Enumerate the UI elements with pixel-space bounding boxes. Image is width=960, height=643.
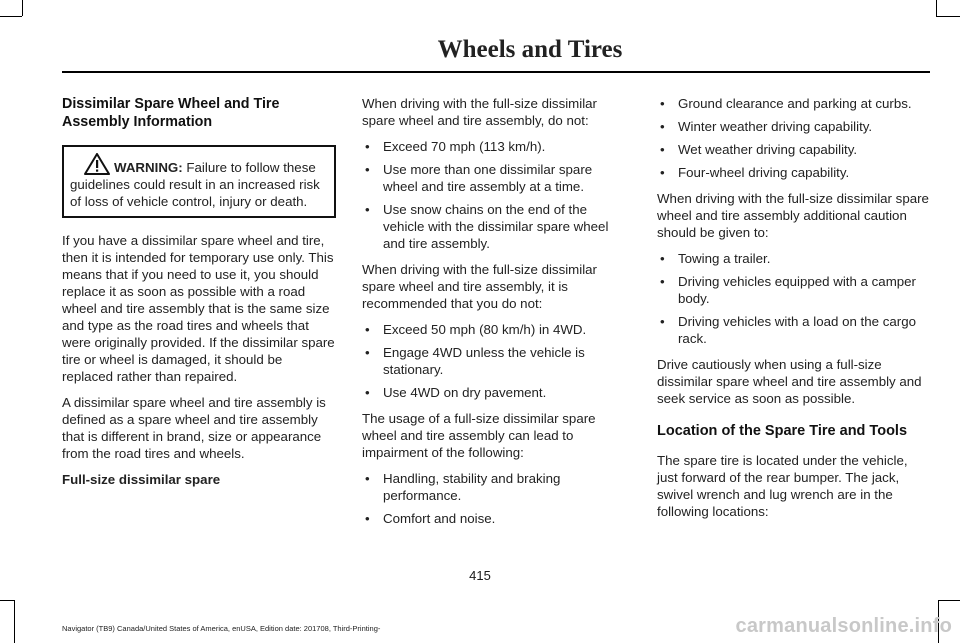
bullet-icon: • [365,322,370,337]
list-item: • Engage 4WD unless the vehicle is stationary. [365,345,585,377]
bullet-list [362,470,624,527]
bullet-icon: • [365,202,370,217]
list-item: • Ground clearance and parking at curbs. [660,96,912,111]
crop-mark [14,600,15,643]
bullet-list [362,138,624,252]
paragraph: When driving with the full-size dissimilar spare wheel and tire assembly additional caution should be given to: [657,191,929,240]
list-item: • Use more than one dissimilar spare wheel and tire assembly at a time. [365,162,593,194]
paragraph: A dissimilar spare wheel and tire assembly is defined as a spare wheel and tire assembly that is different in brand, size or appearance from the road tires and wheels. [62,395,326,461]
crop-mark [936,16,960,17]
list-item: • Use snow chains on the end of the vehicle with the dissimilar spare wheel and tire assembly. [365,202,609,251]
footer-text: Navigator (TB9) Canada/United States of America, enUSA, Edition date: 201708, Third-Printing- [62,624,381,633]
bullet-list [362,321,624,401]
crop-mark [936,0,937,16]
bullet-icon: • [365,385,370,400]
paragraph: The spare tire is located under the vehicle, just forward of the rear bumper. The jack, swivel wrench and lug wrench are in the following locations: [657,453,908,519]
list-item: • Exceed 50 mph (80 km/h) in 4WD. [365,322,587,337]
list-item: • Driving vehicles with a load on the cargo rack. [660,314,916,346]
page-title: Wheels and Tires [437,36,623,63]
warning-text: Failure to follow these guidelines could result in an increased risk of loss of vehicle control, injury or death. [70,160,320,209]
bullet-icon: • [660,314,665,329]
header-divider [62,71,930,73]
bullet-icon: • [365,471,370,486]
warning-box [62,145,336,218]
list-item: • Comfort and noise. [365,511,496,526]
column-right [657,95,929,529]
bullet-icon: • [660,119,665,134]
crop-mark [22,0,23,16]
bullet-list [657,95,929,181]
bullet-icon: • [660,142,665,157]
bullet-icon: • [660,274,665,289]
paragraph: Drive cautiously when using a full-size dissimilar spare wheel and tire assembly and seek service as soon as possible. [657,357,922,406]
bullet-list [657,250,929,347]
bullet-icon: • [660,165,665,180]
crop-mark [0,16,22,17]
bullet-icon: • [660,96,665,111]
paragraph: The usage of a full-size dissimilar spare wheel and tire assembly can lead to impairment of the following: [362,411,596,460]
list-item: • Wet weather driving capability. [660,142,858,157]
section-heading: Dissimilar Spare Wheel and Tire Assembly Information [62,96,280,130]
bullet-icon: • [365,139,370,154]
bullet-icon: • [365,511,370,526]
list-item: • Exceed 70 mph (113 km/h). [365,139,546,154]
crop-mark [0,600,14,601]
bullet-icon: • [365,162,370,177]
list-item: • Use 4WD on dry pavement. [365,385,547,400]
bullet-icon: • [660,251,665,266]
bullet-icon: • [365,345,370,360]
paragraph: When driving with the full-size dissimilar spare wheel and tire assembly, it is recommended that you do not: [362,262,597,311]
paragraph: When driving with the full-size dissimilar spare wheel and tire assembly, do not: [362,96,597,128]
column-left [62,95,336,497]
section-heading: Location of the Spare Tire and Tools [657,423,908,439]
warning-triangle-icon [84,153,110,175]
page-number: 415 [469,568,491,583]
list-item: • Towing a trailer. [660,251,771,266]
crop-mark [939,600,960,601]
watermark: carmanualsonline.info [735,615,952,637]
warning-label: WARNING: [114,160,183,175]
paragraph: If you have a dissimilar spare wheel and tire, then it is intended for temporary use only. This means that if you need to use it, you should replace it as soon as possible with a road wheel and tire assembly that is the same size and type as the road tires and wheels that were originally provided. If the dissimilar spare tire or wheel is damaged, it should be replaced rather than repaired. [62,233,335,384]
subheading: Full-size dissimilar spare [62,472,221,487]
column-middle [362,95,624,536]
list-item: • Handling, stability and braking performance. [365,471,561,503]
list-item: • Winter weather driving capability. [660,119,873,134]
list-item: • Four-wheel driving capability. [660,165,850,180]
list-item: • Driving vehicles equipped with a camper body. [660,274,916,306]
